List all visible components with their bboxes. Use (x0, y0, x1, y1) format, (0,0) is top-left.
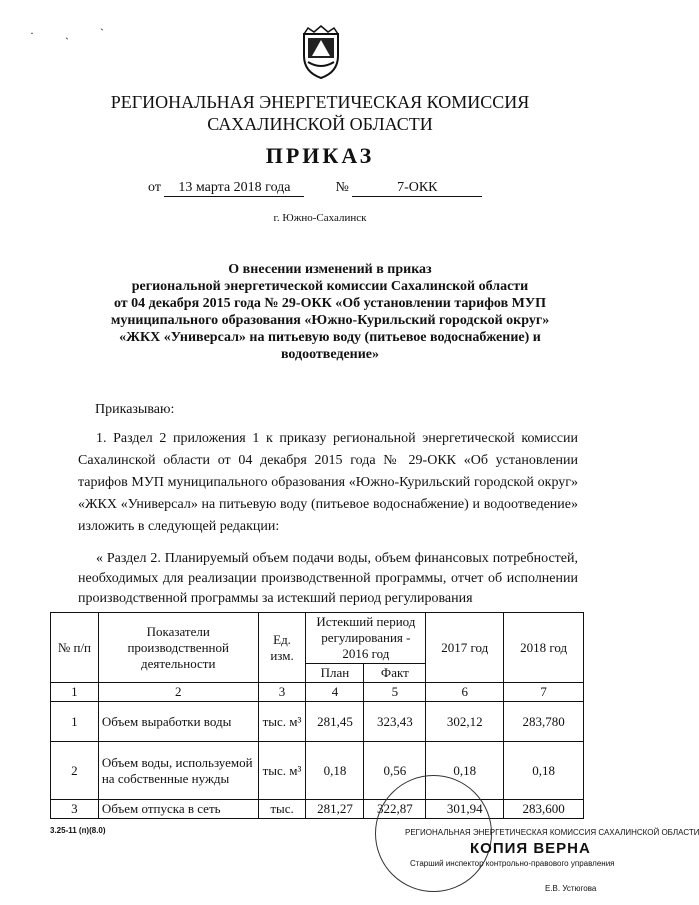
col-number: 7 (504, 683, 584, 702)
row-2018: 283,600 (504, 800, 584, 819)
row-unit: тыс. м³ (258, 742, 306, 800)
row-unit: тыс. (258, 800, 306, 819)
row-fact: 323,43 (364, 702, 426, 742)
header-plan: План (306, 664, 364, 683)
org-line-1: РЕГИОНАЛЬНАЯ ЭНЕРГЕТИЧЕСКАЯ КОМИССИЯ (110, 92, 530, 112)
col-number: 4 (306, 683, 364, 702)
city: г. Южно-Сахалинск (273, 212, 367, 224)
order-word: Приказываю: (95, 402, 175, 417)
row-indicator: Объем воды, используемой на собственные нужды (98, 742, 258, 800)
header-num: № п/п (51, 613, 99, 683)
date-prefix: от (148, 180, 161, 195)
row-unit: тыс. м³ (258, 702, 306, 742)
title-line: «ЖКХ «Универсал» на питьевую воду (питьевое водоснабжение) и (119, 330, 541, 345)
stamp-position: Старший инспектор контрольно-правового управления (410, 859, 615, 868)
number-prefix: № (335, 180, 349, 195)
row-2017: 0,18 (426, 742, 504, 800)
header-indicator: Показатели производственной деятельности (98, 613, 258, 683)
title-line: региональной энергетической комиссии Сахалинской области (131, 279, 529, 294)
col-number: 3 (258, 683, 306, 702)
stamp-organization: РЕГИОНАЛЬНАЯ ЭНЕРГЕТИЧЕСКАЯ КОМИССИЯ САХАЛИНСКОЙ ОБЛАСТИ (405, 828, 699, 837)
order-title (85, 261, 575, 363)
row-2018: 283,780 (504, 702, 584, 742)
title-line: О внесении изменений в приказ (228, 262, 432, 277)
row-indicator: Объем выработки воды (98, 702, 258, 742)
table-row (51, 742, 584, 800)
form-code: 3.25-11 (п)(8.0) (50, 826, 106, 835)
order-number: 7-ОКК (352, 180, 482, 197)
coat-of-arms-icon (298, 26, 344, 80)
stamp-signer: Е.В. Устюгова (545, 884, 597, 893)
row-num: 3 (51, 800, 99, 819)
header-2017: 2017 год (426, 613, 504, 683)
row-2018: 0,18 (504, 742, 584, 800)
col-number: 1 (51, 683, 99, 702)
column-numbers-row (51, 683, 584, 702)
title-line: водоотведение» (280, 347, 380, 362)
table-row (51, 702, 584, 742)
title-line: муниципального образования «Южно-Курильский городской округ» (110, 313, 550, 328)
row-fact: 322,87 (364, 800, 426, 819)
row-2017: 301,94 (426, 800, 504, 819)
title-line: от 04 декабря 2015 года № 29-ОКК «Об установлении тарифов МУП (113, 296, 547, 311)
production-program-table (50, 612, 584, 819)
row-indicator: Объем отпуска в сеть (98, 800, 258, 819)
paragraph-2: « Раздел 2. Планируемый объем подачи воды, объем финансовых потребностей, необходимых для реализации производственной программы, отчет об исполнении производственной программы за истекший период регулирования (78, 551, 578, 606)
col-number: 2 (98, 683, 258, 702)
organization-name (0, 91, 640, 135)
header-2018: 2018 год (504, 613, 584, 683)
table-row (51, 800, 584, 819)
header-past-period: Истекший период регулирования - 2016 год (306, 613, 426, 664)
row-plan: 0,18 (306, 742, 364, 800)
stamp-copy-label: КОПИЯ ВЕРНА (470, 840, 591, 857)
row-2017: 302,12 (426, 702, 504, 742)
row-plan: 281,27 (306, 800, 364, 819)
col-number: 5 (364, 683, 426, 702)
header-unit: Ед. изм. (258, 613, 306, 683)
org-line-2: САХАЛИНСКОЙ ОБЛАСТИ (207, 114, 433, 134)
row-fact: 0,56 (364, 742, 426, 800)
row-plan: 281,45 (306, 702, 364, 742)
scan-marks: · ˎ ˋ (30, 26, 118, 40)
row-num: 1 (51, 702, 99, 742)
row-num: 2 (51, 742, 99, 800)
order-date: 13 марта 2018 года (164, 180, 304, 197)
paragraph-1: 1. Раздел 2 приложения 1 к приказу региональной энергетической комиссии Сахалинской области от 04 декабря 2015 года № 29-ОКК «Об установлении тарифов МУП муниципального образования «Южно-Курильский городской округ» «ЖКХ «Универсал» на питьевую воду (питьевое водоснабжение) и водоотведение» изложить в следующей редакции: (78, 431, 578, 534)
col-number: 6 (426, 683, 504, 702)
date-number-line (148, 180, 482, 197)
header-fact: Факт (364, 664, 426, 683)
document-type: ПРИКАЗ (265, 143, 375, 168)
